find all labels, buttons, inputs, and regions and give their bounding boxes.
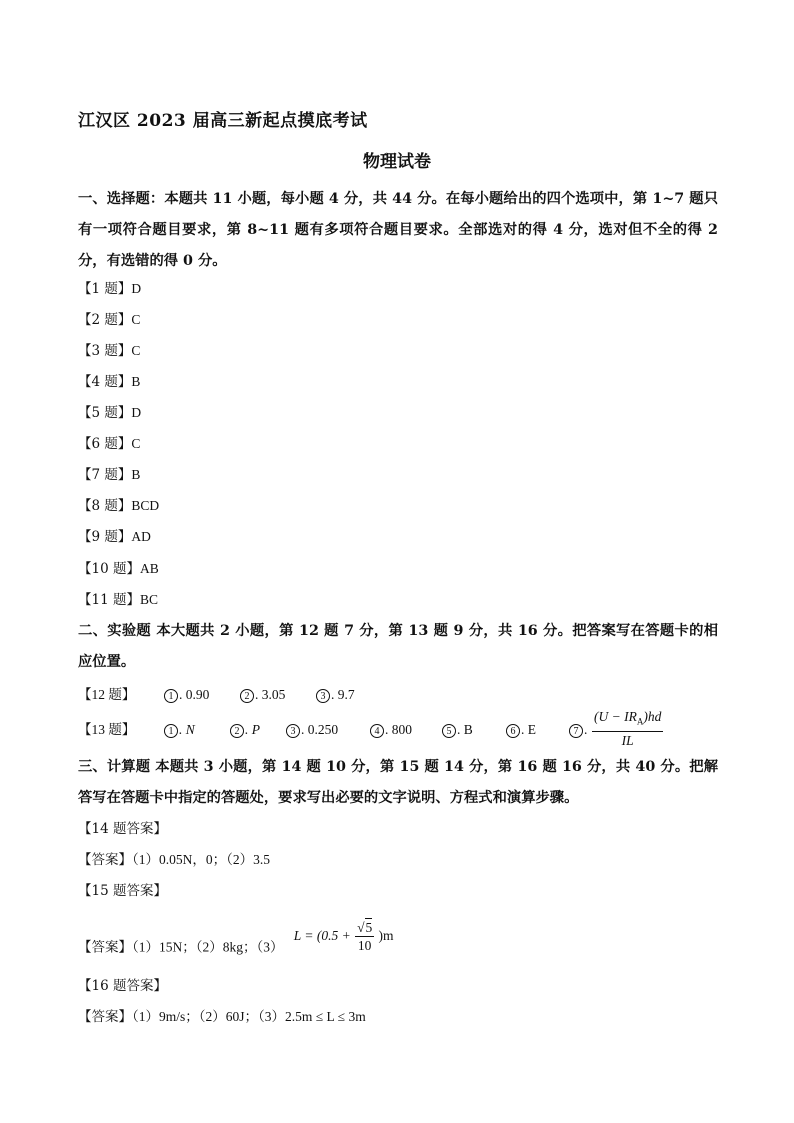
answer-row (78, 466, 140, 484)
exam-subtitle: 物理试卷 (363, 152, 431, 172)
answer-row (78, 560, 159, 578)
q16-header: 【16 题答案】 (78, 978, 167, 994)
answer-label: 【2 题】 (78, 312, 132, 328)
answer-label: 【7 题】 (78, 467, 132, 483)
q15-header: 【15 题答案】 (78, 883, 167, 899)
answer-label: 【6 题】 (78, 436, 132, 452)
answer-q13-item-5: 5 . B (442, 721, 473, 739)
q15-answer: 【答案】（1）15N；（2）8kg；（3） L = (0.5 + $\frac{√5}{10}$ )m (78, 920, 394, 956)
answer-row (78, 497, 159, 515)
answer-q12-item-3: 3 . 9.7 (316, 686, 355, 704)
answer-row (78, 528, 151, 546)
answer-q13-item-4: 4 . 800 (370, 721, 412, 739)
section1-instructions: 一、选择题：本题共 11 小题，每小题 4 分，共 44 分。在每小题给出的四个选项中，第 1~7 题只有一项符合题目要求，第 8~11 题有多项符合题目要求。全部选对的得 4 分，选对但不全的得 2 分，有选错的得 0 分。 (78, 191, 718, 269)
answer-row (78, 435, 140, 453)
answer-q13-item-6: 6 . E (506, 721, 536, 739)
answer-label: 【11 题】 (78, 592, 140, 608)
answer-q12-item-1: 1 . 0.90 (164, 686, 209, 704)
answer-value: B (131, 374, 141, 389)
answer-label: 【10 题】 (78, 561, 140, 577)
answer-value: C (131, 343, 141, 358)
answer-value: D (131, 405, 142, 420)
answer-label: 【3 题】 (78, 343, 132, 359)
answer-q13-item-1: 1 . N (164, 721, 195, 739)
formula-q15: L = (0.5 + $\frac{√5}{10}$ )m (293, 920, 394, 953)
answer-value: C (131, 436, 141, 451)
answer-value: BCD (131, 498, 160, 513)
section2-instructions: 二、实验题 本大题共 2 小题，第 12 题 7 分，第 13 题 9 分，共 16 分。把答案写在答题卡的相应位置。 (78, 623, 718, 670)
answer-row (78, 311, 140, 329)
answer-q12-label: 【12 题】 (78, 687, 136, 702)
answer-value: D (131, 281, 142, 296)
answer-q13-label: 【13 题】 (78, 722, 136, 737)
answer-row (78, 404, 141, 422)
answer-label: 【4 题】 (78, 374, 132, 390)
formula-q13: $\frac{(U - IR_A)hd}{IL}$ (594, 709, 662, 748)
answer-value: AB (139, 561, 159, 576)
answer-label: 【9 题】 (78, 529, 132, 545)
answer-q13-item-2: 2 . P (230, 721, 260, 739)
answer-value: AD (131, 529, 151, 544)
answer-label: 【5 题】 (78, 405, 132, 421)
answer-value: BC (139, 592, 158, 607)
q14-header: 【14 题答案】 (78, 821, 167, 837)
q16-answer: 【答案】（1）9m/s；（2）60J；（3）2.5m ≤ L ≤ 3m (78, 1009, 366, 1025)
answer-value: B (131, 467, 141, 482)
q14-answer: 【答案】（1）0.05N，0；（2）3.5 (78, 852, 270, 868)
answer-q13-item-3: 3 . 0.250 (286, 721, 338, 739)
section3-instructions: 三、计算题 本题共 3 小题，第 14 题 10 分，第 15 题 14 分，第 16 题 16 分，共 40 分。把解答写在答题卡中指定的答题处，要求写出必要的文字说明、方程式和演算步骤。 (78, 759, 718, 806)
exam-title: 江汉区 2023 届高三新起点摸底考试 (78, 111, 368, 131)
answer-label: 【8 题】 (78, 498, 132, 514)
answer-row (78, 280, 141, 298)
answer-q12-item-2: 2 . 3.05 (240, 686, 285, 704)
answer-label: 【1 题】 (78, 281, 132, 297)
answer-row (78, 373, 140, 391)
answer-row (78, 591, 158, 609)
answer-value: C (131, 312, 141, 327)
answer-row (78, 342, 140, 360)
answer-q13-item-7: 7 . (569, 721, 587, 739)
